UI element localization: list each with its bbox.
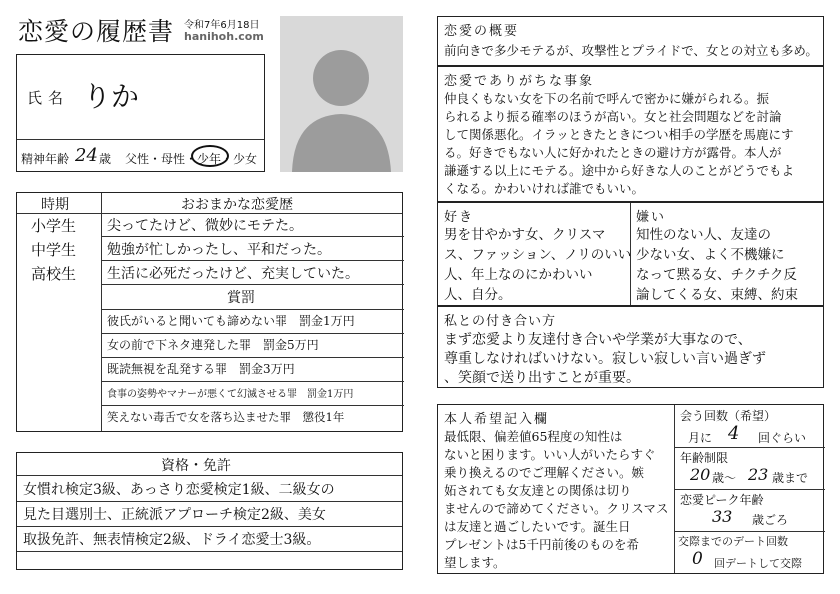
peak-value: 33 [712,507,733,526]
relationship-box [437,306,824,388]
qualification-line: 見た目選別士、正統派アプローチ検定2級、美女 [23,507,326,523]
common-line: 謙遜する以上にモテる。途中から好きな人のことがどうでもよ [444,163,795,178]
qualifications-header: 資格・免許 [161,458,231,474]
site-text: hanihoh.com [184,30,264,43]
photo-placeholder [280,16,403,172]
common-line: 仲良くもない女を下の名前で呼んで密かに嫌がられる。振 [444,91,770,106]
likes-dislikes-box [437,202,824,306]
meet-label: 会う回数（希望） [680,409,777,423]
dislikes-line: 知性のない人、友達の [636,227,771,243]
awards-header: 賞罰 [227,290,255,306]
relationship-label: 私との付き合い方 [444,314,557,329]
common-events-label: 恋愛でありがちな事象 [444,74,595,89]
overview-label: 恋愛の概要 [444,24,520,39]
overview-box [437,16,824,66]
history-table [16,192,403,432]
relationship-line: 尊重しなければいけない。寂しい寂しい言い過ぎず [444,351,766,367]
award-item: 彼氏がいると聞いても諦めない罪 罰金1万円 [107,314,355,328]
qualification-line: 取扱免許、無表情検定2級、ドライ恋愛士3級。 [23,532,321,548]
common-line: る。好きでもない人に好かれたときの避け方が露骨。本人が [444,145,782,160]
selected-option-circle [191,145,229,167]
likes-line: 男を甘やかす女、クリスマ [444,227,606,243]
period-cell: 高校生 [31,265,77,283]
wishes-line: 望します。 [444,555,506,570]
common-line: くなる。かわいければ誰でもいい。 [444,181,645,196]
meet-value: 4 [728,423,740,444]
dates-suffix: 回デートして交際 [714,557,802,570]
age-limit-label: 年齢制限 [680,451,729,465]
col-history-header: おおまかな恋愛歴 [181,197,293,213]
age-suffix: 歳まで [772,471,809,485]
history-cell: 尖ってたけど、微妙にモテた。 [107,218,303,234]
likes-line: 人、年上なのにかわいい [444,267,593,283]
dislikes-line: なって黙る女、チクチク反 [636,267,797,283]
wishes-line: 乗り換えるのでご理解ください。嫉 [444,465,645,480]
dislikes-label: 嫌い [636,210,667,225]
date-text: 令和7年6月18日 [184,20,260,31]
wishes-line: 最低限、偏差値65程度の知性は [444,429,623,444]
name-label: 氏名 [27,89,70,107]
overview-text: 前向きで多少モテるが、攻撃性とプライドで、女との対立も多め。 [444,43,818,58]
meet-suffix: 回ぐらい [758,431,807,445]
age-value: 24 [75,145,98,166]
age-unit: 歳 [99,152,112,166]
award-item: 女の前で下ネタ連発した罪 罰金5万円 [107,338,319,352]
dislikes-line: 少ない女、よく不機嫌に [636,247,785,263]
age-max-value: 23 [748,465,769,484]
relationship-line: まず恋愛より友達付き合いや学業が大事なので、 [444,332,752,348]
dates-label: 交際までのデート回数 [678,535,788,548]
dislikes-line: 論してくる女、束縛、約束 [636,287,798,303]
wishes-line: 妬されても女友達との関係は切り [444,483,632,498]
meet-prefix: 月に [688,431,713,445]
likes-label: 好き [444,210,475,225]
wishes-line: は友達と過ごしたいです。誕生日 [444,519,631,534]
age-label: 精神年齢 [21,152,70,166]
dates-value: 0 [692,549,703,569]
profile-box [16,54,265,172]
qualification-line: 女慣れ検定3級、あっさり恋愛検定1級、二級女の [23,482,335,498]
period-cell: 中学生 [31,241,77,259]
common-line: して関係悪化。イラッときたときについ相手の学歴を馬鹿にす [444,127,794,142]
wishes-line: ませんので諦めてください。クリスマス [444,501,669,516]
qualifications-box [16,452,403,570]
peak-label: 恋愛ピーク年齢 [680,493,764,507]
history-cell: 生活に必死だったけど、充実していた。 [107,266,359,282]
likes-line: ス、ファッション、ノリのいい [444,247,632,263]
wishes-stats-box [437,404,824,574]
name-value: りか [83,80,140,113]
likes-line: 人、自分。 [444,287,512,303]
wishes-line: ないと困ります。いい人がいたらすぐ [444,447,656,462]
award-item: 既読無視を乱発する罪 罰金3万円 [107,362,295,376]
award-item: 笑えない毒舌で女を落ち込ませた罪 懲役1年 [107,410,345,424]
wishes-label: 本人希望記入欄 [444,412,550,427]
common-line: られるより振る確率のほうが高い。女と社会問題などを討論 [444,109,782,124]
type-options: 父性・母性・少年・少女 [125,152,258,166]
page-title: 恋愛の履歴書 [18,17,175,46]
relationship-line: 、笑顔で送り出すことが重要。 [444,370,640,386]
peak-suffix: 歳ごろ [752,513,789,527]
col-period-header: 時期 [41,197,69,213]
avatar-silhouette-icon [280,16,403,172]
award-item: 食事の姿勢やマナーが悪くて幻滅させる罪 罰金1万円 [107,389,354,400]
common-events-box [437,66,824,202]
period-cell: 小学生 [31,217,77,235]
age-min-value: 20 [690,465,711,484]
history-cell: 勉強が忙しかったし、平和だった。 [107,242,331,258]
age-sep: 歳〜 [712,471,737,485]
wishes-line: プレゼントは5千円前後のものを希 [444,537,639,552]
